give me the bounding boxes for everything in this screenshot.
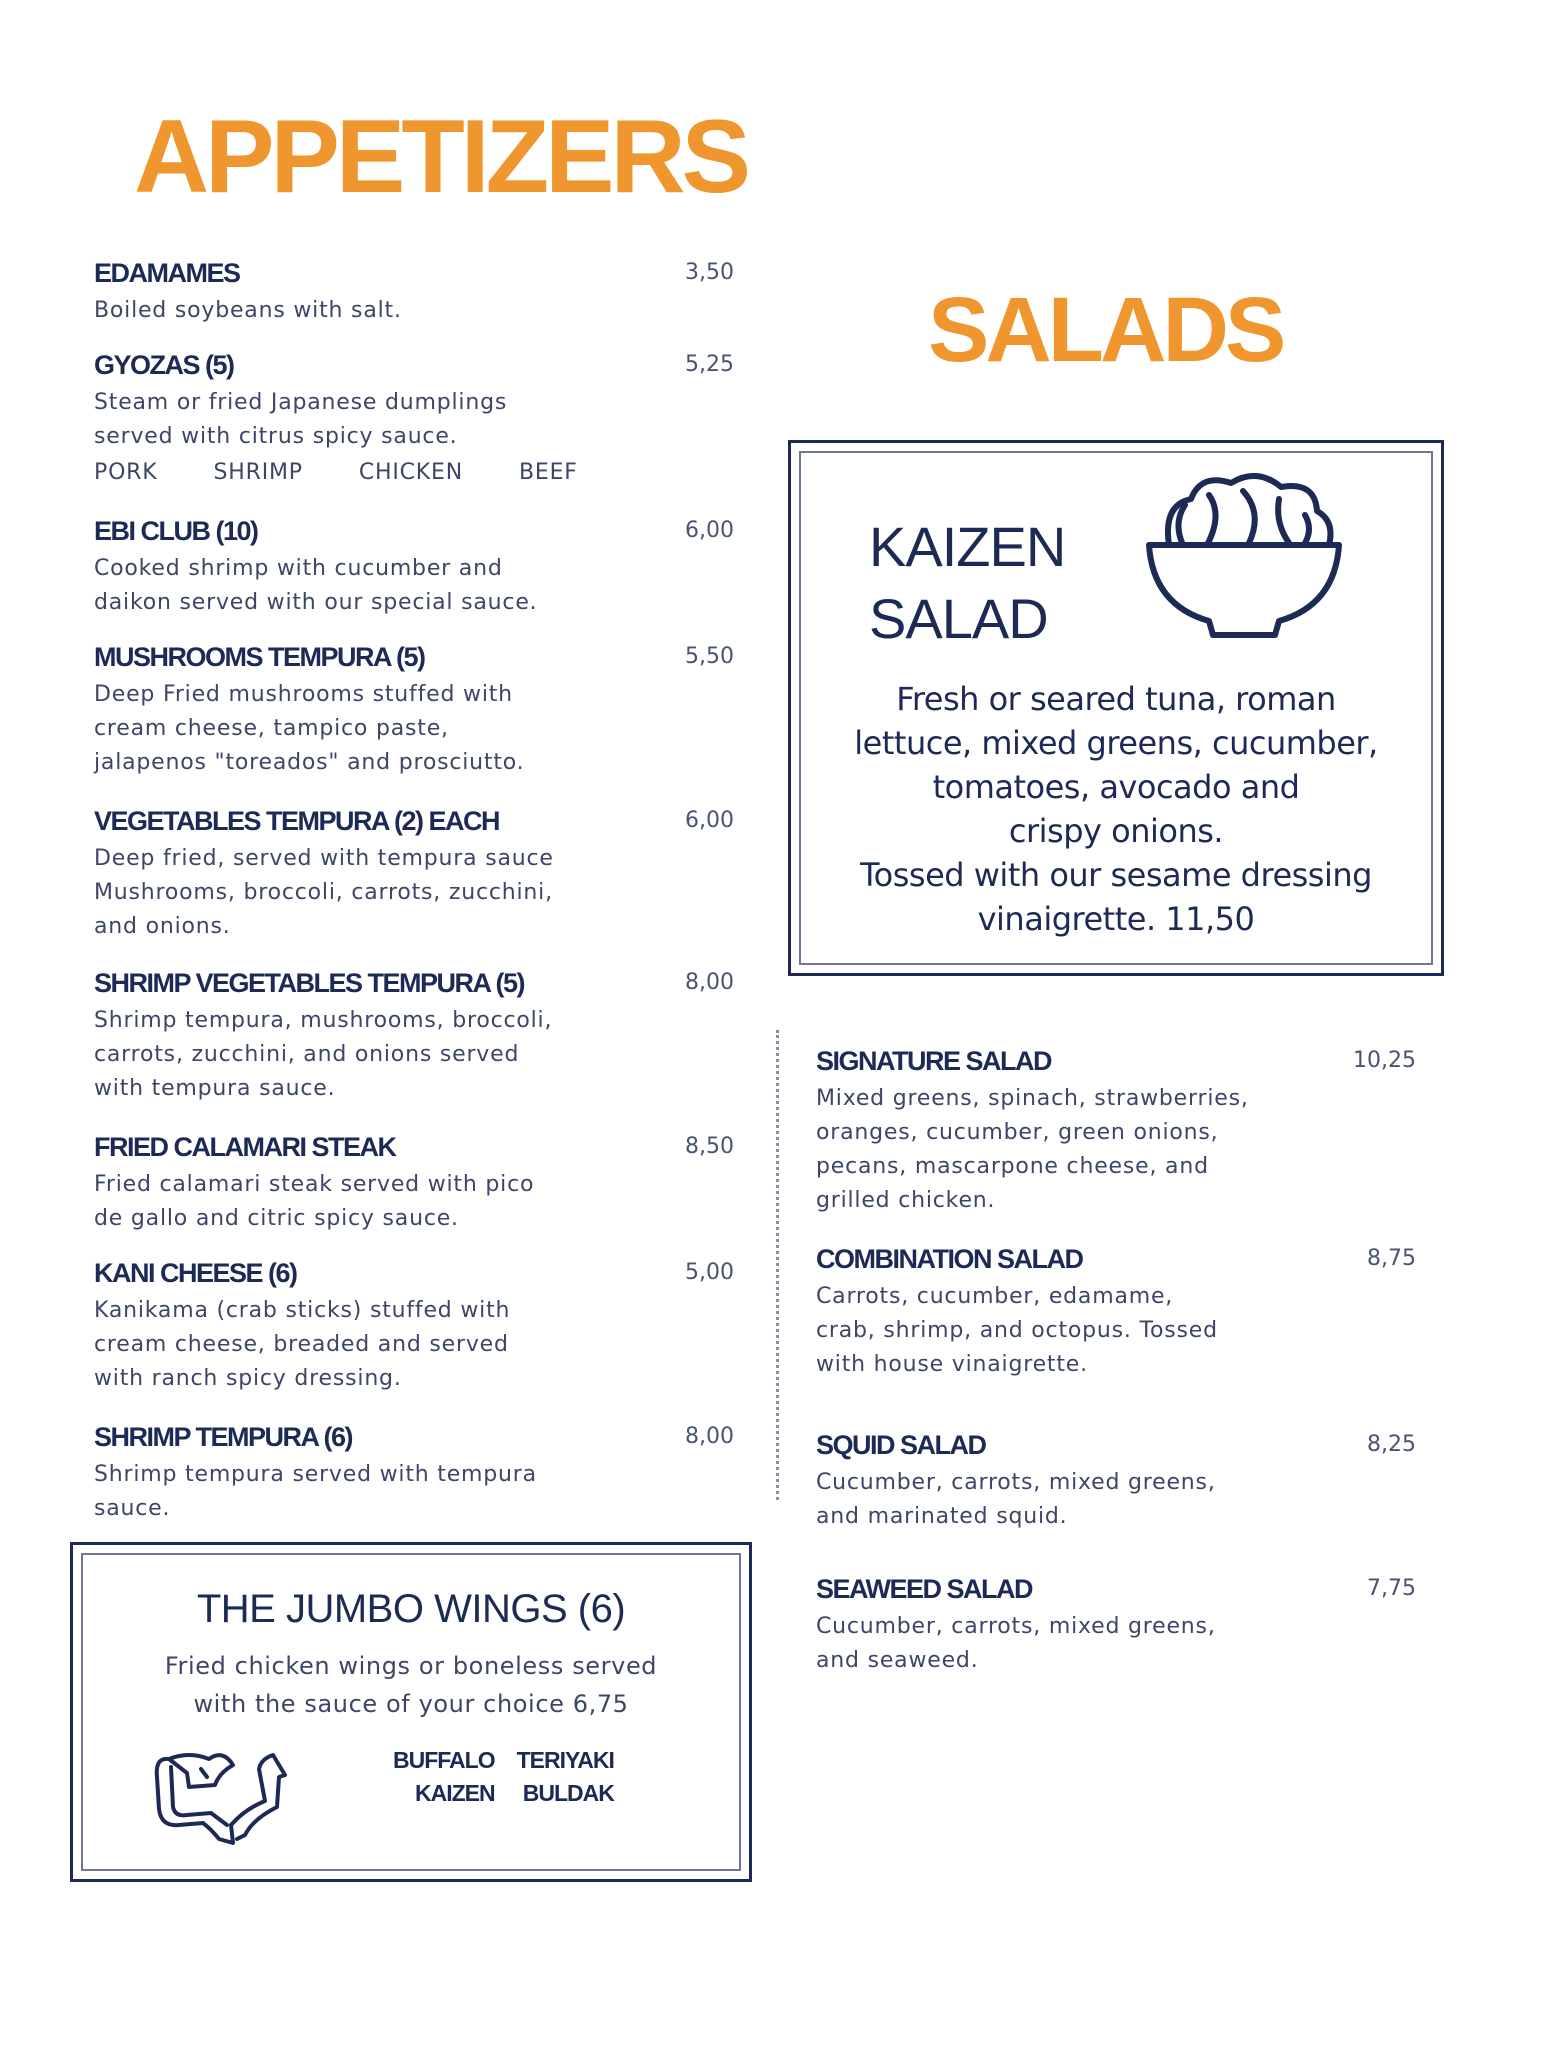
- wings-title: THE JUMBO WINGS (6): [196, 1587, 626, 1631]
- item-description: Steam or fried Japanese dumplings served with citrus spicy sauce.: [94, 390, 508, 449]
- item-name: SIGNATURE SALAD: [816, 1046, 1052, 1076]
- item-description: Mixed greens, spinach, strawberries, oranges, cucumber, green onions, pecans, mascarpone cheese, and grilled chicken.: [816, 1086, 1249, 1213]
- item-price: 8,00: [685, 970, 734, 995]
- kaizen-salad-box: [788, 440, 1444, 976]
- kaizen-salad-description: Fresh or seared tuna, roman lettuce, mixed greens, cucumber, tomatoes, avocado and crispy onions. Tossed with our sesame dressing vinaigrette. 11,50: [854, 680, 1378, 938]
- option-pork: PORK: [94, 460, 158, 485]
- item-description: Cucumber, carrots, mixed greens, and seaweed.: [816, 1614, 1216, 1673]
- item-description: Fried calamari steak served with pico de gallo and citric spicy sauce.: [94, 1172, 535, 1231]
- sauce-buffalo: BUFFALO: [393, 1747, 495, 1773]
- wings-description: Fried chicken wings or boneless served with the sauce of your choice 6,75: [164, 1652, 658, 1718]
- gyoza-options: [94, 460, 578, 485]
- item-name: SEAWEED SALAD: [816, 1574, 1033, 1604]
- dotted-divider: [776, 1030, 779, 1500]
- item-description: Deep Fried mushrooms stuffed with cream cheese, tampico paste, jalapenos "toreados" and prosciutto.: [94, 682, 525, 775]
- item-name: COMBINATION SALAD: [816, 1244, 1083, 1274]
- item-name: GYOZAS (5): [94, 350, 234, 380]
- option-chicken: CHICKEN: [358, 460, 463, 485]
- item-price: 10,25: [1353, 1048, 1416, 1073]
- item-description: Kanikama (crab sticks) stuffed with cream cheese, breaded and served with ranch spicy dressing.: [94, 1298, 511, 1391]
- item-name: EDAMAMES: [94, 258, 240, 288]
- item-price: 8,75: [1367, 1246, 1416, 1271]
- item-price: 6,00: [685, 518, 734, 543]
- item-name: SHRIMP TEMPURA (6): [94, 1422, 353, 1452]
- item-name: SQUID SALAD: [816, 1430, 986, 1460]
- item-price: 5,00: [685, 1260, 734, 1285]
- item-price: 5,25: [685, 352, 734, 377]
- item-name: KANI CHEESE (6): [94, 1258, 297, 1288]
- salad-bowl-icon: [1139, 465, 1349, 645]
- item-price: 8,00: [685, 1424, 734, 1449]
- salads-title: SALADS: [928, 279, 1283, 381]
- appetizers-title: APPETIZERS: [134, 99, 747, 215]
- item-description: Shrimp tempura served with tempura sauce.: [94, 1462, 537, 1521]
- item-price: 5,50: [685, 644, 734, 669]
- item-name: SHRIMP VEGETABLES TEMPURA (5): [94, 968, 525, 998]
- item-description: Shrimp tempura, mushrooms, broccoli, carrots, zucchini, and onions served with tempura sauce.: [94, 1008, 553, 1101]
- sauce-teriyaki: TERIYAKI: [516, 1747, 614, 1773]
- item-price: 3,50: [685, 260, 734, 285]
- item-description: Cucumber, carrots, mixed greens, and marinated squid.: [816, 1470, 1216, 1529]
- item-name: FRIED CALAMARI STEAK: [94, 1132, 396, 1162]
- sauce-kaizen: KAIZEN: [414, 1780, 495, 1806]
- kaizen-salad-name: KAIZEN SALAD: [869, 515, 1066, 650]
- option-beef: BEEF: [518, 460, 578, 485]
- item-price: 6,00: [685, 808, 734, 833]
- item-price: 8,50: [685, 1134, 734, 1159]
- chicken-wing-icon: [149, 1729, 299, 1849]
- item-description: Deep fried, served with tempura sauce Mushrooms, broccoli, carrots, zucchini, and onions.: [94, 846, 554, 939]
- item-name: EBI CLUB (10): [94, 516, 258, 546]
- option-shrimp: SHRIMP: [213, 460, 303, 485]
- item-price: 8,25: [1367, 1432, 1416, 1457]
- item-description: Boiled soybeans with salt.: [94, 298, 402, 323]
- item-description: Cooked shrimp with cucumber and daikon served with our special sauce.: [94, 556, 538, 615]
- item-name: MUSHROOMS TEMPURA (5): [94, 642, 425, 672]
- sauce-buldak: BULDAK: [522, 1780, 614, 1806]
- sauce-options: [393, 1747, 614, 1807]
- item-name: VEGETABLES TEMPURA (2) EACH: [94, 806, 500, 836]
- item-description: Carrots, cucumber, edamame, crab, shrimp, and octopus. Tossed with house vinaigrette.: [816, 1284, 1218, 1377]
- jumbo-wings-box: [70, 1542, 752, 1882]
- item-price: 7,75: [1367, 1576, 1416, 1601]
